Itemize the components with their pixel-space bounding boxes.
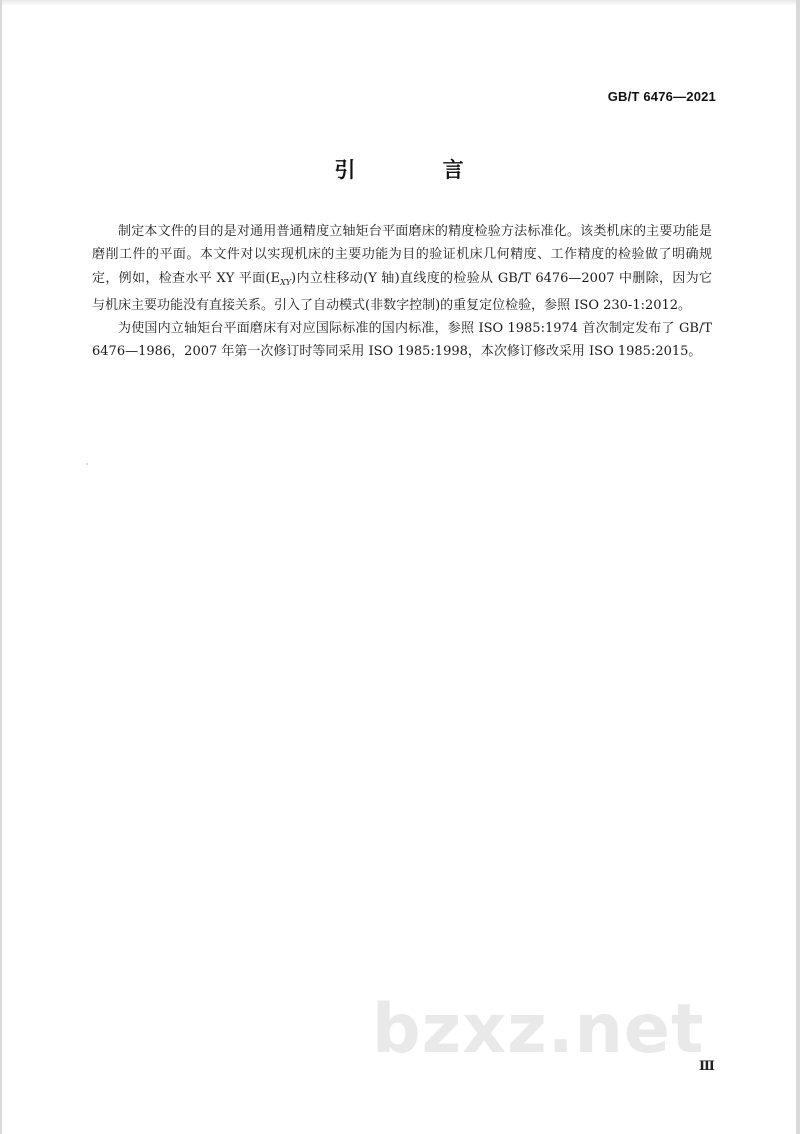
paragraph-purpose (92, 220, 712, 317)
subscript-xy: XY (280, 277, 292, 287)
scan-speck (86, 463, 88, 465)
body-text (92, 220, 712, 364)
document-page (2, 0, 796, 1134)
standard-code-header: GB/T 6476—2021 (607, 89, 716, 104)
paragraph-purpose-text-1: 制定本文件的目的是对通用普通精度立轴矩台平面磨床的精度检验方法标准化。该类机床的主要功能是磨削工件的平面。本文件对以实现机床的主要功能为目的验证机床几何精度、工作精度的检验做了明确规定，例如，检查水平 XY 平面(E (92, 224, 712, 286)
page-title: 引 言 (334, 158, 504, 182)
watermark: bzxz.net (372, 990, 705, 1069)
paragraph-history: 为使国内立轴矩台平面磨床有对应国际标准的国内标准，参照 ISO 1985:1974 首次制定发布了 GB/T 6476—1986，2007 年第一次修订时等同采用 ISO 1985:1998，本次修订修改采用 ISO 1985:2015。 (92, 321, 712, 360)
paragraph-purpose-text-2: )内立柱移动(Y 轴)直线度的检验从 GB/T 6476—2007 中删除，因为它与机床主要功能没有直接关系。引入了自动模式(非数字控制)的重复定位检验，参照 ISO 230-1:2012。 (92, 270, 712, 313)
page-number: Ⅲ (699, 1058, 715, 1073)
